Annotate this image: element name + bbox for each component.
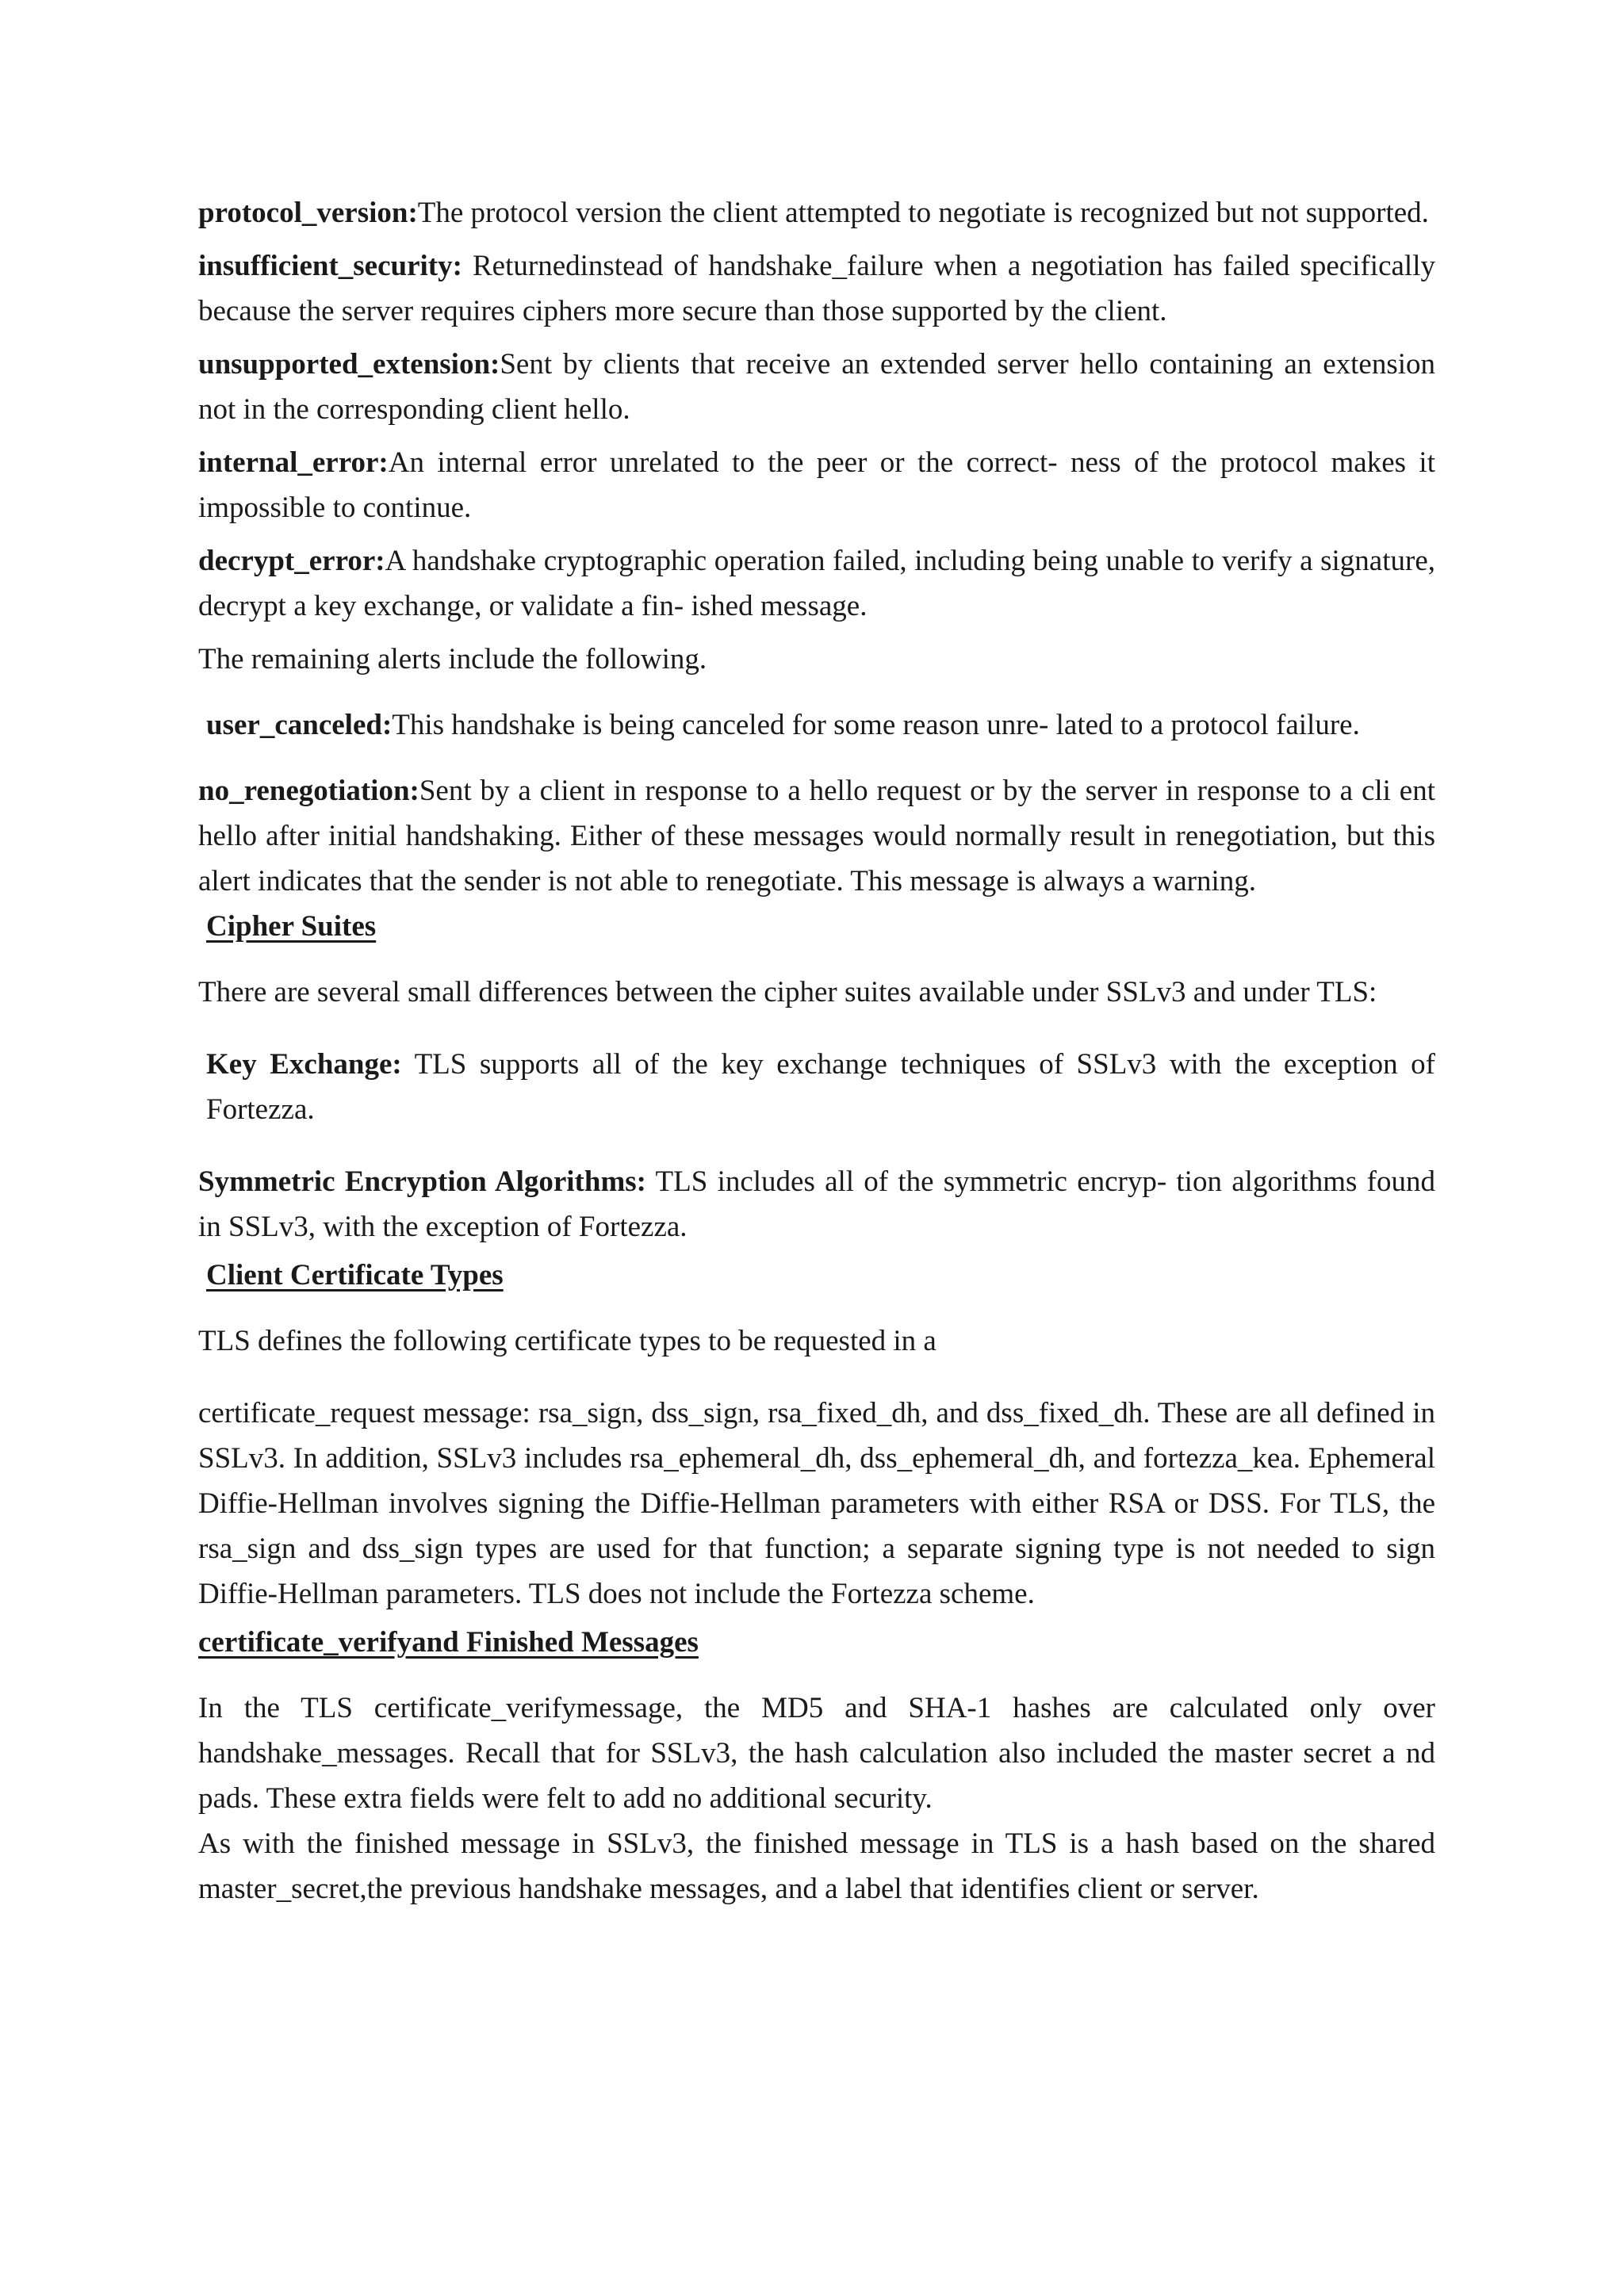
section-heading-cipher-suites: Cipher Suites — [206, 910, 377, 943]
item-description: TLS supports all of the key exchange techniques of SSLv3 with the exception of Fortezza. — [206, 1048, 1435, 1126]
item-term: Key Exchange: — [206, 1048, 402, 1081]
alert-internal-error — [198, 440, 1435, 530]
finished-message-paragraph: As with the finished message in SSLv3, the finished message in TLS is a hash based on the shared master_secret,the previous handshake messages, and a label that identifies client or server. — [198, 1827, 1435, 1905]
alert-no-renegotiation — [198, 768, 1435, 904]
client-cert-body: certificate_request message: rsa_sign, dss_sign, rsa_fixed_dh, and dss_fixed_dh. These are all defined in SSLv3. In addition, SSLv3 includes rsa_ephemeral_dh, dss_ephemeral_dh, and fortezza_kea. Ephemeral Diffie-Hellman involves signing the Diffie-Hellman parameters with either RSA or DSS. For TLS, the rsa_sign and dss_sign types are used for that function; a separate signing type is not needed to sign Diffie-Hellman parameters. TLS does not include the Fortezza scheme. — [198, 1397, 1435, 1610]
alert-term: insufficient_security: — [198, 250, 462, 282]
item-description: TLS includes all of the symmetric encryp- tion algorithms found in SSLv3, with the exception of Fortezza. — [198, 1165, 1435, 1243]
alert-description: A handshake cryptographic operation failed, including being unable to verify a signature, decrypt a key exchange, or validate a fin- ished message. — [198, 545, 1435, 622]
item-term: Symmetric Encryption Algorithms: — [198, 1165, 646, 1198]
alert-protocol-version — [198, 190, 1435, 235]
alert-user-canceled — [198, 702, 1435, 748]
section-heading-certificate-verify: certificate_verifyand Finished Messages — [198, 1626, 699, 1659]
client-cert-intro: TLS defines the following certificate types to be requested in a — [198, 1325, 936, 1357]
document-page — [198, 190, 1435, 1911]
alert-term: no_renegotiation: — [198, 775, 419, 807]
alert-description: Returnedinstead of handshake_failure when a negotiation has failed specifically because the server requires ciphers more secure than those supported by the client. — [198, 250, 1435, 327]
alert-decrypt-error — [198, 538, 1435, 629]
alert-term: decrypt_error: — [198, 545, 385, 577]
certificate-verify-paragraph: In the TLS certificate_verifymessage, the MD5 and SHA-1 hashes are calculated only over handshake_messages. Recall that for SSLv3, the hash calculation also included the master secret a nd pads. These extra fields were felt to add no additional security. — [198, 1692, 1435, 1815]
cipher-suites-intro: There are several small differences between the cipher suites available under SSLv3 and under TLS: — [198, 976, 1377, 1008]
alert-description: The protocol version the client attempted to negotiate is recognized but not supported. — [417, 197, 1429, 229]
alert-term: internal_error: — [198, 446, 389, 479]
alert-term: protocol_version: — [198, 197, 418, 229]
symmetric-encryption-item — [198, 1159, 1435, 1249]
alert-term: unsupported_extension: — [198, 348, 500, 381]
alert-description: This handshake is being canceled for some reason unre- lated to a protocol failure. — [392, 709, 1360, 741]
alert-unsupported-extension — [198, 342, 1435, 432]
remaining-alerts-intro: The remaining alerts include the following. — [198, 643, 707, 675]
alert-description: An internal error unrelated to the peer or the correct- ness of the protocol makes it impossible to continue. — [198, 446, 1435, 524]
section-heading-client-certificate-types: Client Certificate Types — [206, 1259, 504, 1292]
alert-term: user_canceled: — [206, 709, 393, 741]
alert-insufficient-security — [198, 243, 1435, 334]
alert-description: Sent by a client in response to a hello request or by the server in response to a cli ent hello after initial handshaking. Either of these messages would normally result in renegotiation, but this alert indicates that the sender is not able to renegotiate. This message is always a warning. — [198, 775, 1435, 897]
key-exchange-item — [198, 1042, 1435, 1132]
alert-description: Sent by clients that receive an extended server hello containing an extension not in the corresponding client hello. — [198, 348, 1435, 426]
